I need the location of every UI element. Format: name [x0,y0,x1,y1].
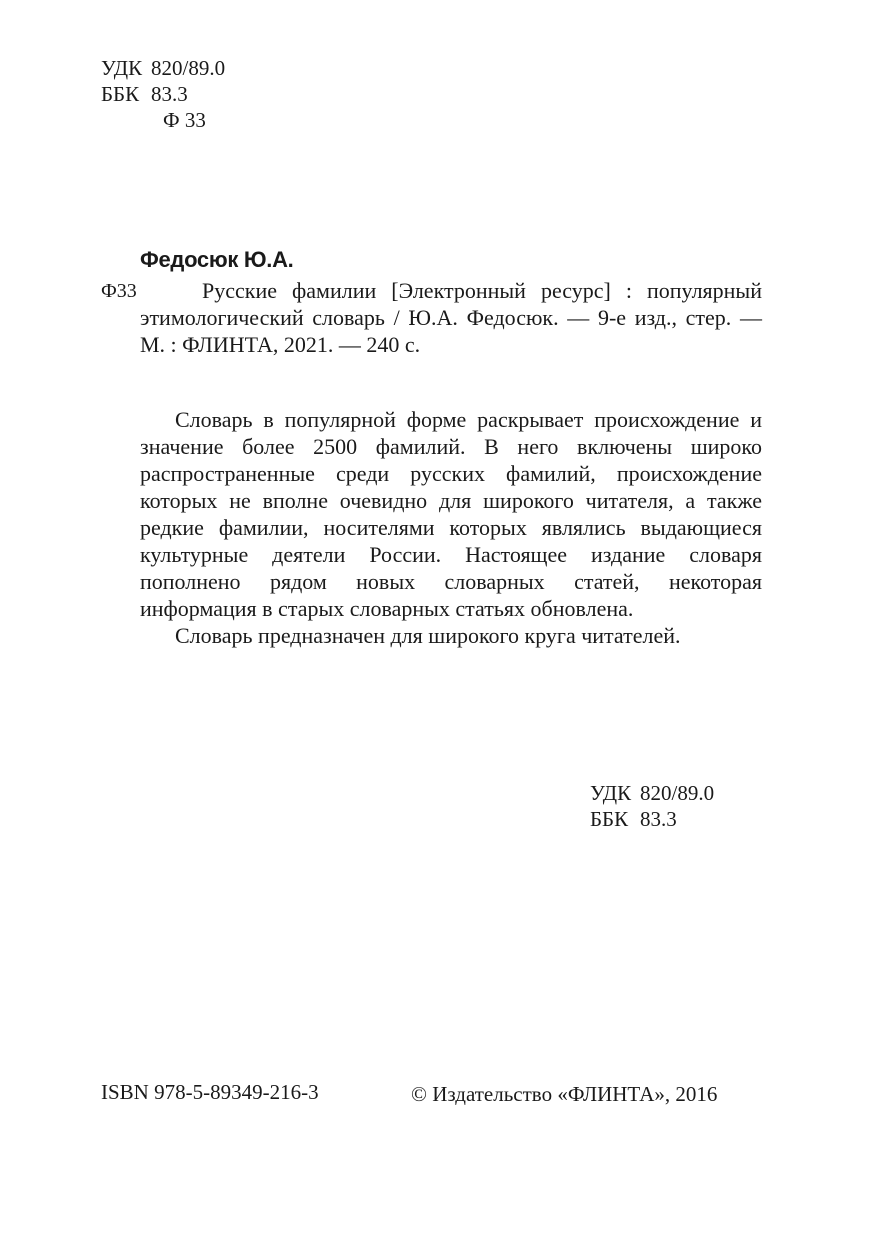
top-bbk-label: ББК [101,82,140,106]
top-udk-label: УДК [101,56,143,80]
annotation [140,406,762,649]
bottom-udk-line [590,780,714,806]
bibliographic-description: Русские фамилии [Электронный ресурс] : популярный этимологический словарь / Ю.А. Федосюк. — 9-е изд., стер. — М. : ФЛИНТА, 2021. — 240 с. [140,278,762,357]
bottom-bbk-label: ББК [590,807,629,831]
top-udk-line [101,55,225,81]
bottom-bbk-line [590,806,677,832]
top-author-sign: Ф 33 [163,108,206,132]
author-heading: Федосюк Ю.А. [140,247,294,272]
copyright: © Издательство «ФЛИНТА», 2016 [411,1082,718,1106]
top-udk-value: 820/89.0 [151,56,226,80]
top-bbk-value: 83.3 [151,82,188,106]
bottom-udk-label: УДК [590,781,632,805]
top-bbk-line [101,81,188,107]
annotation-paragraph-1: Словарь в популярной форме раскрывает происхождение и значение более 2500 фамилий. В него включены широко распространенные среди русских фамилий, происхождение которых не вполне очевидно для широкого читателя, а также редкие фамилии, носителями которых являлись выдающиеся культурные деятели России. Настоящее издание словаря пополнено рядом новых словарных статей, некоторая информация в старых словарных статьях обновлена. [140,407,762,621]
bottom-bbk-value: 83.3 [640,807,677,831]
annotation-paragraph-2: Словарь предназначен для широкого круга читателей. [175,623,681,648]
isbn: ISBN 978-5-89349-216-3 [101,1080,319,1104]
bottom-udk-value: 820/89.0 [640,781,715,805]
author-sign: Ф33 [101,280,137,302]
